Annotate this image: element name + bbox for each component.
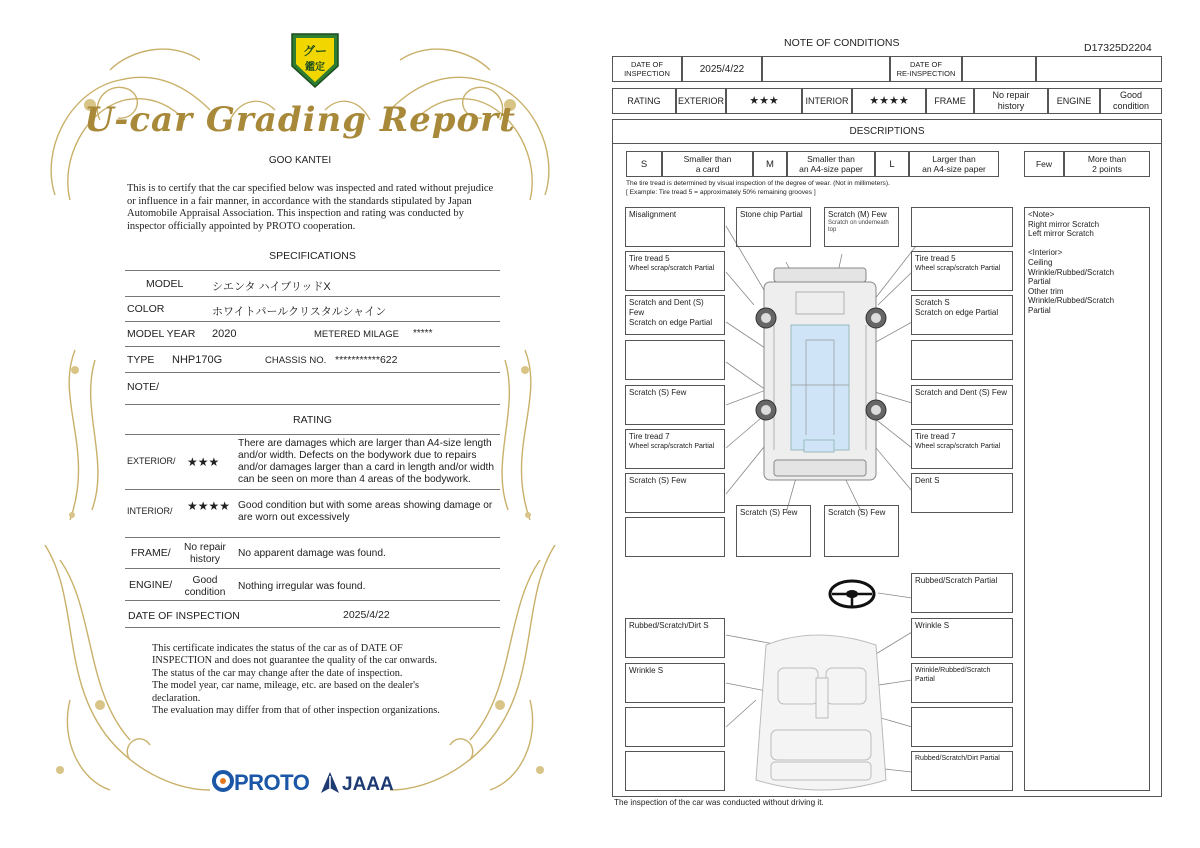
chassis-label: CHASSIS NO. (265, 355, 327, 366)
proto-logo: PROTO (234, 770, 310, 795)
chassis-value: ***********622 (335, 354, 398, 366)
frame-description: No apparent damage was found. (238, 548, 386, 559)
exterior-stars: ★★★ (187, 455, 220, 469)
damage-note-box (625, 340, 725, 380)
damage-note-box: Scratch (S) Few (824, 505, 899, 557)
damage-note-box (625, 707, 725, 747)
damage-note-box (911, 340, 1013, 380)
svg-text:グー: グー (302, 44, 328, 58)
interior-label: INTERIOR/ (127, 506, 173, 516)
disclaimer-line: INSPECTION and does not guarantee the quality of the car onwards. (152, 655, 438, 667)
damage-note-box: Rubbed/Scratch Partial (911, 573, 1013, 613)
damage-note-box: Scratch S Scratch on edge Partial (911, 295, 1013, 335)
damage-note-box: Misalignment (625, 207, 725, 247)
exterior-description: There are damages which are larger than A4-size length and/or width. Defects on the bodywork due to repairs and/or damages larger than a card in length and/or width can be seen on more than 4 areas of the bodywork. (238, 438, 494, 485)
inspection-date-value: 2025/4/22 (343, 609, 390, 621)
jaaa-logo: JAAA (342, 774, 394, 795)
divider (125, 627, 500, 628)
damage-note-box: Stone chip Partial (736, 207, 811, 247)
model-value: シエンタ ハイブリッドX (212, 281, 331, 293)
date-of-reinspection-label: DATE OF RE-INSPECTION (890, 56, 962, 82)
interior-stars: ★★★★ (852, 88, 926, 114)
damage-note-box: Wrinkle S (911, 618, 1013, 658)
note-label: NOTE/ (127, 381, 160, 393)
damage-note-box: Dent S (911, 473, 1013, 513)
type-label: TYPE (127, 354, 155, 366)
model-year-label: MODEL YEAR (127, 328, 196, 340)
tire-example: [ Example: Tire tread 5 = approximately 50% remaining grooves ] (626, 189, 816, 196)
interior-description: Good condition but with some areas showing damage or are worn out excessively (238, 500, 493, 523)
exterior-label: EXTERIOR (676, 88, 726, 114)
model-label: MODEL (146, 278, 184, 290)
steering-wheel-icon (830, 581, 874, 607)
certificate-disclaimer (152, 643, 482, 717)
damage-note-box: Tire tread 7 Wheel scrap/scratch Partial (911, 429, 1013, 469)
legend-s-text: Smaller than a card (662, 151, 753, 177)
disclaimer-line: This certificate indicates the status of the car as of DATE OF (152, 643, 403, 654)
date-of-inspection-value: 2025/4/22 (682, 56, 762, 82)
damage-note-box: Scratch (S) Few (736, 505, 811, 557)
disclaimer-line: The model year, car name, mileage, etc. are based on the dealer's (152, 680, 420, 692)
engine-label: ENGINE/ (129, 579, 173, 591)
document-id: D17325D2204 (1084, 42, 1152, 54)
legend-few: Few (1024, 151, 1064, 177)
legend-l: L (875, 151, 909, 177)
report-title: U-car Grading Report (84, 100, 516, 140)
engine-value: Good condition (1100, 88, 1162, 114)
disclaimer-line: declaration. (152, 692, 201, 704)
divider (125, 372, 500, 373)
jaaa-logo-icon (320, 771, 340, 795)
damage-note-box (625, 751, 725, 791)
model-year-value: 2020 (212, 328, 237, 340)
damage-note-box (911, 707, 1013, 747)
damage-note-box: Rubbed/Scratch/Dirt S (625, 618, 725, 658)
disclaimer-line: The evaluation may differ from that of other inspection organizations. (152, 705, 440, 717)
damage-note-box (625, 517, 725, 557)
rating-heading: RATING (293, 414, 332, 426)
divider (125, 404, 500, 405)
date-of-inspection-label: DATE OF INSPECTION (612, 56, 682, 82)
interior-stars: ★★★★ (187, 499, 231, 513)
descriptions-heading: DESCRIPTIONS (612, 119, 1162, 144)
damage-note-box: Wrinkle/Rubbed/Scratch Partial (911, 663, 1013, 703)
legend-few-text: More than 2 points (1064, 151, 1150, 177)
note-heading: NOTE OF CONDITIONS (784, 37, 900, 49)
color-label: COLOR (127, 303, 165, 315)
damage-note-box (911, 207, 1013, 247)
damage-note-box: Scratch and Dent (S) Few (911, 385, 1013, 425)
divider (125, 346, 500, 347)
interior-label: INTERIOR (802, 88, 852, 114)
divider (125, 568, 500, 569)
divider (125, 296, 500, 297)
note-footer: The inspection of the car was conducted without driving it. (614, 798, 824, 807)
divider (125, 600, 500, 601)
svg-text:鑑定: 鑑定 (305, 62, 325, 73)
report-subtitle: GOO KANTEI (268, 155, 332, 166)
rating-label: RATING (612, 88, 676, 114)
legend-m-text: Smaller than an A4-size paper (787, 151, 875, 177)
damage-note-box: Tire tread 5 Wheel scrap/scratch Partial (911, 251, 1013, 291)
frame-label: FRAME/ (131, 547, 171, 559)
proto-logo-icon (212, 770, 234, 794)
color-value: ホワイトパールクリスタルシャイン (212, 306, 387, 318)
divider (125, 270, 500, 271)
engine-description: Nothing irregular was found. (238, 581, 366, 592)
divider (125, 321, 500, 322)
metered-mileage-value: ***** (413, 328, 433, 339)
specifications-heading: SPECIFICATIONS (269, 250, 356, 262)
goo-kantei-badge (288, 30, 342, 90)
damage-note-box: Tire tread 7 Wheel scrap/scratch Partial (625, 429, 725, 469)
damage-note-box: Scratch and Dent (S) Few Scratch on edge Partial (625, 295, 725, 335)
certification-statement: This is to certify that the car specified below was inspected and rated without prejudice or influence in a fair manner, in accordance with the standards stipulated by Japan Automobile Appraisal Association. This inspection and rating was conducted by inspector officially appointed by PROTO cooperation. (127, 183, 494, 232)
damage-note-box: Scratch (S) Few (625, 473, 725, 513)
type-value: NHP170G (172, 354, 223, 366)
legend-s: S (626, 151, 662, 177)
damage-note-box: Scratch (M) Few Scratch on underneath top (824, 207, 899, 247)
damage-note-box: Wrinkle S (625, 663, 725, 703)
disclaimer-line: The status of the car may change after the date of inspection. (152, 667, 403, 679)
divider (125, 489, 500, 490)
damage-note-box: Rubbed/Scratch/Dirt Partial (911, 751, 1013, 791)
exterior-stars: ★★★ (726, 88, 802, 114)
divider (125, 434, 500, 435)
tire-note: The tire tread is determined by visual inspection of the degree of wear. (Not in millimeters). (626, 180, 890, 187)
exterior-label: EXTERIOR/ (127, 456, 176, 466)
damage-note-box: Scratch (S) Few (625, 385, 725, 425)
metered-mileage-label: METERED MILAGE (314, 329, 399, 340)
legend-l-text: Larger than an A4-size paper (909, 151, 999, 177)
damage-note-box: Tire tread 5 Wheel scrap/scratch Partial (625, 251, 725, 291)
note-of-conditions (606, 0, 1200, 848)
legend-m: M (753, 151, 787, 177)
side-notes-panel: <Note> Right mirror Scratch Left mirror Scratch <Interior> Ceiling Wrinkle/Rubbed/Scratch Partial Other trim Wrinkle/Rubbed/Scratch Partial (1024, 207, 1150, 791)
engine-value: Good condition (184, 575, 226, 598)
divider (125, 537, 500, 538)
frame-label: FRAME (926, 88, 974, 114)
engine-label: ENGINE (1048, 88, 1100, 114)
frame-value: No repair history (184, 542, 226, 565)
inspection-date-label: DATE OF INSPECTION (128, 610, 240, 622)
frame-value: No repair history (974, 88, 1048, 114)
